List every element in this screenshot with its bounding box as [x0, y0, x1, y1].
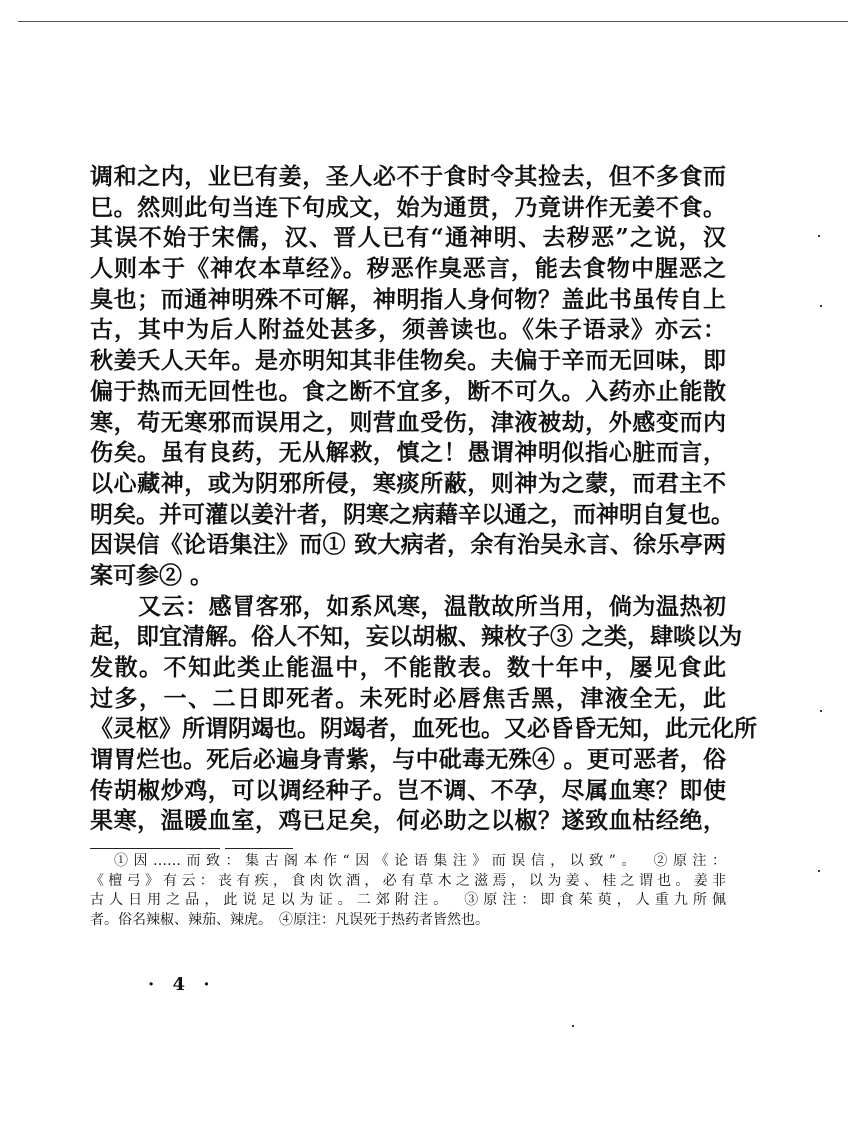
footnote-line: ①因……而致：集古阁本作“因《论语集注》而误信，以致”。 ②原注： — [114, 853, 726, 869]
body-line: 起，即宜清解。俗人不知，妄以胡椒、辣枚子③ 之类，肆啖以为 — [90, 623, 743, 651]
body-line: 臭也；而通神明殊不可解，神明指人身何物？盖此书虽传自上 — [90, 285, 726, 313]
footnote-rule — [225, 848, 293, 849]
paragraph-start-line: 又云：感冒客邪，如系风寒，温散故所当用，倘为温热初 — [138, 592, 726, 620]
body-line: 秋姜夭人天年。是亦明知其非佳物矣。夫偏于辛而无回味，即 — [90, 347, 726, 375]
body-line: 巳。然则此句当连下句成文，始为通贯，乃竟讲作无姜不食。 — [90, 193, 726, 221]
body-line: 明矣。并可灌以姜汁者，阴寒之病藉辛以通之，而神明自复也。 — [90, 500, 734, 528]
body-line: 《灵枢》所谓阴竭也。阴竭者，血死也。又必昏昏无知，此元化所 — [90, 715, 757, 743]
footnote-rule — [90, 848, 220, 849]
body-text — [90, 162, 757, 837]
body-line: 谓胃烂也。死后必遍身青紫，与中砒毒无殊④ 。更可恶者，俗 — [90, 746, 726, 774]
footnotes — [90, 852, 726, 930]
footnote-line: 者。俗名辣椒、辣茄、辣虎。 ④原注：凡误死于热药者皆然也。 — [90, 911, 489, 928]
body-line: 传胡椒炒鸡，可以调经种子。岂不调、不孕，尽属血寒？即使 — [90, 776, 726, 804]
footnote-line: 古人日用之品，此说足以为证。二郊附注。 ③原注：即食茱萸，人重九所佩 — [90, 892, 726, 908]
body-line: 果寒，温暖血室，鸡已足矣，何必助之以椒？遂致血枯经绝， — [90, 807, 726, 835]
body-line: 偏于热而无回性也。食之断不宜多，断不可久。入药亦止能散 — [90, 377, 726, 405]
scan-speck — [818, 870, 820, 872]
body-line: 案可参② 。 — [90, 561, 214, 589]
scan-speck — [820, 710, 822, 712]
body-line: 寒，苟无寒邪而误用之，则营血受伤，津液被劫，外感变而内 — [90, 408, 726, 436]
scan-speck — [572, 1025, 574, 1027]
body-line: 过多，一、二日即死者。未死时必唇焦舌黑，津液全无，此 — [90, 684, 726, 712]
body-line: 调和之内，业巳有姜，圣人必不于食时令其捡去，但不多食而 — [90, 163, 726, 190]
body-line: 因误信《论语集注》而① 致大病者，余有治吴永言、徐乐亭两 — [90, 531, 726, 559]
footnote-line: 《檀弓》有云：丧有疾，食肉饮酒，必有草木之滋焉，以为姜、桂之谓也。姜非 — [90, 872, 726, 889]
top-border-line — [18, 21, 848, 22]
body-line: 古，其中为后人附益处甚多，须善读也。《朱子语录》亦云： — [90, 316, 726, 344]
body-line: 人则本于《神农本草经》。秽恶作臭恶言，能去食物中腥恶之 — [90, 255, 726, 283]
body-line: 发散。不知此类止能温中，不能散表。数十年中，屡见食此 — [90, 654, 726, 681]
body-line: 伤矣。虽有良药，无从解救，慎之！愚谓神明似指心脏而言， — [90, 439, 726, 467]
page-number: · 4 · — [148, 974, 216, 995]
scan-speck — [818, 235, 820, 237]
body-line: 其误不始于宋儒，汉、晋人已有“通神明、去秽恶”之说，汉 — [90, 224, 726, 252]
scan-speck — [820, 305, 822, 307]
body-line: 以心藏神，或为阴邪所侵，寒痰所蔽，则神为之蒙，而君主不 — [90, 469, 726, 497]
